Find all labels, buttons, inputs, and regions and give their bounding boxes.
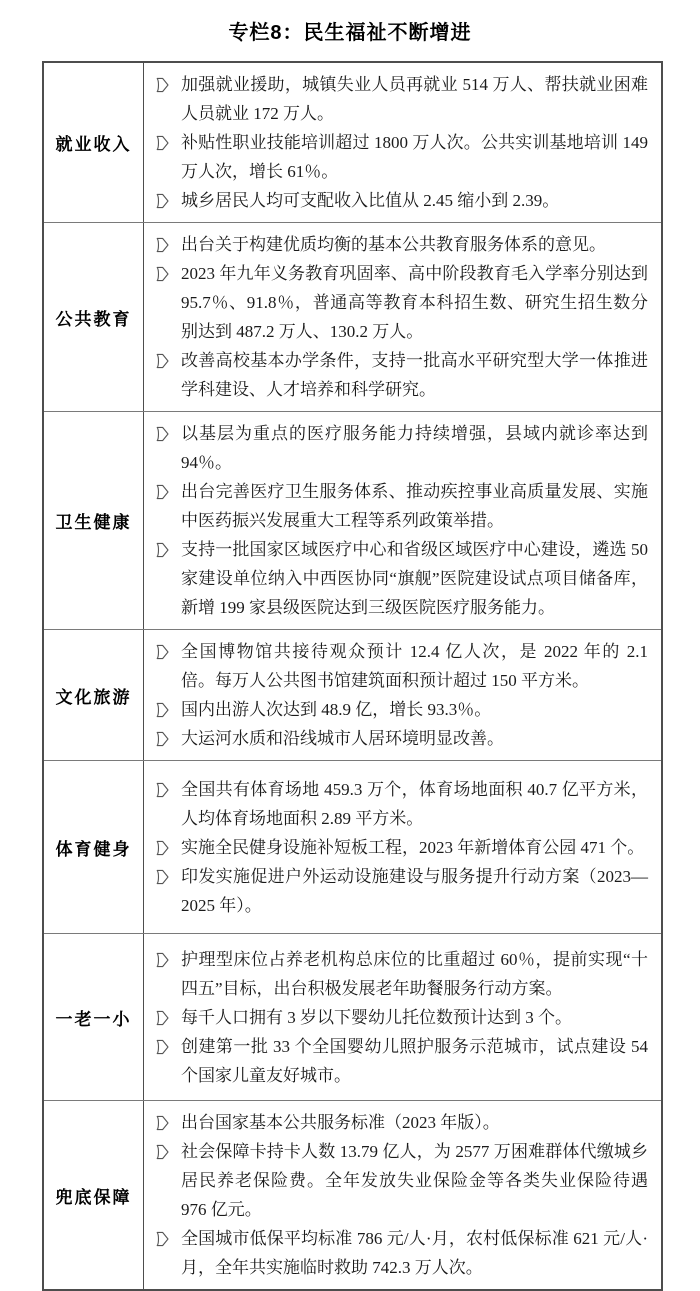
bullet-text: 出台完善医疗卫生服务体系、推动疾控事业高质量发展、实施中医药振兴发展重大工程等系列政策举措。 (181, 482, 648, 530)
bullet-text: 出台国家基本公共服务标准（2023 年版）。 (181, 1113, 500, 1132)
table-row (44, 412, 661, 630)
row-category-cell (44, 934, 144, 1100)
table-row (44, 223, 661, 412)
arrow-bullet-icon (155, 426, 169, 442)
row-category-cell (44, 223, 144, 411)
bullet-item (144, 186, 648, 215)
arrow-bullet-icon (155, 1039, 169, 1055)
table-row (44, 630, 661, 761)
row-category-cell (44, 63, 144, 222)
bullet-item (144, 128, 648, 186)
arrow-bullet-icon (155, 135, 169, 151)
bullet-text: 大运河水质和沿线城市人居环境明显改善。 (181, 729, 504, 748)
page-title: 专栏8：民生福祉不断增进 (228, 22, 472, 44)
arrow-bullet-icon (155, 77, 169, 93)
arrow-bullet-icon (155, 237, 169, 253)
bullet-text: 补贴性职业技能培训超过 1800 万人次。公共实训基地培训 149 万人次，增长 61％。 (181, 133, 648, 181)
row-content-cell (144, 630, 661, 760)
bullet-text: 创建第一批 33 个全国婴幼儿照护服务示范城市，试点建设 54 个国家儿童友好城市。 (181, 1036, 648, 1085)
arrow-bullet-icon (155, 869, 169, 885)
row-category-label: 卫生健康 (55, 513, 132, 532)
bullet-item (144, 945, 648, 1003)
bullet-text: 每千人口拥有 3 岁以下婴幼儿托位数预计达到 3 个。 (181, 1007, 572, 1027)
row-category-label: 就业收入 (55, 135, 132, 154)
bullet-item (144, 1137, 648, 1224)
bullet-text: 城乡居民人均可支配收入比值从 2.45 缩小到 2.39。 (181, 191, 560, 210)
row-content-cell (144, 412, 661, 629)
bullet-item (144, 1108, 648, 1137)
table-row (44, 934, 661, 1101)
row-category-cell (44, 412, 144, 629)
bullet-item (144, 230, 648, 259)
bullet-item (144, 775, 648, 833)
bullet-text: 国内出游人次达到 48.9 亿，增长 93.3％。 (181, 700, 492, 719)
bullet-item (144, 477, 648, 535)
bullet-text: 以基层为重点的医疗服务能力持续增强，县域内就诊率达到 94％。 (181, 424, 648, 472)
arrow-bullet-icon (155, 840, 169, 856)
arrow-bullet-icon (155, 1115, 169, 1131)
bullet-item (144, 1003, 648, 1032)
bullet-item (144, 1032, 648, 1090)
table-row (44, 761, 661, 934)
bullet-text: 全国城市低保平均标准 786 元/人·月，农村低保标准 621 元/人·月，全年共实施临时救助 742.3 万人次。 (181, 1229, 648, 1277)
bullet-item (144, 346, 648, 404)
bullet-text: 支持一批国家区域医疗中心和省级区域医疗中心建设，遴选 50 家建设单位纳入中西医协同“旗舰”医院建设试点项目储备库，新增 199 家县级医院达到三级医院医疗服务能力。 (181, 540, 648, 617)
bullet-item (144, 259, 648, 346)
bullet-item (144, 535, 648, 622)
bullet-text: 印发实施促进户外运动设施建设与服务提升行动方案（2023—2025 年）。 (181, 866, 648, 915)
bullet-item (144, 70, 648, 128)
bullet-text: 改善高校基本办学条件，支持一批高水平研究型大学一体推进学科建设、人才培养和科学研究。 (181, 351, 648, 399)
arrow-bullet-icon (155, 702, 169, 718)
arrow-bullet-icon (155, 1010, 169, 1026)
bullet-item (144, 637, 648, 695)
row-content-cell (144, 934, 661, 1100)
row-category-label: 一老一小 (55, 1009, 132, 1029)
bullet-text: 出台关于构建优质均衡的基本公共教育服务体系的意见。 (181, 235, 606, 254)
row-category-label: 公共教育 (55, 309, 132, 329)
arrow-bullet-icon (155, 542, 169, 558)
bullet-item (144, 724, 648, 753)
table-row (44, 1101, 661, 1289)
row-category-cell (44, 1101, 144, 1289)
bullet-item (144, 419, 648, 477)
row-content-cell (144, 1101, 661, 1289)
bullet-text: 2023 年九年义务教育巩固率、高中阶段教育毛入学率分别达到 95.7％、91.8％，普通高等教育本科招生数、研究生招生数分别达到 487.2 万人、130.2 万人。 (181, 264, 648, 341)
row-category-label: 兜底保障 (55, 1187, 132, 1207)
arrow-bullet-icon (155, 484, 169, 500)
arrow-bullet-icon (155, 952, 169, 968)
row-content-cell (144, 761, 661, 933)
arrow-bullet-icon (155, 193, 169, 209)
arrow-bullet-icon (155, 1231, 169, 1247)
bullet-text: 实施全民健身设施补短板工程，2023 年新增体育公园 471 个。 (181, 837, 645, 857)
bullet-text: 全国共有体育场地 459.3 万个，体育场地面积 40.7 亿平方米，人均体育场地面积 2.89 平方米。 (181, 779, 648, 828)
arrow-bullet-icon (155, 266, 169, 282)
row-category-cell (44, 630, 144, 760)
bullet-item (144, 695, 648, 724)
row-category-label: 文化旅游 (55, 687, 132, 707)
bullet-text: 加强就业援助，城镇失业人员再就业 514 万人、帮扶就业困难人员就业 172 万人。 (181, 75, 648, 123)
arrow-bullet-icon (155, 1144, 169, 1160)
row-content-cell (144, 223, 661, 411)
bullet-text: 全国博物馆共接待观众预计 12.4 亿人次，是 2022 年的 2.1 倍。每万人公共图书馆建筑面积预计超过 150 平方米。 (181, 642, 648, 690)
arrow-bullet-icon (155, 353, 169, 369)
bullet-item (144, 862, 648, 920)
bullet-item (144, 1224, 648, 1282)
arrow-bullet-icon (155, 782, 169, 798)
arrow-bullet-icon (155, 644, 169, 660)
bullet-text: 护理型床位占养老机构总床位的比重超过 60％，提前实现“十四五”目标，出台积极发展老年助餐服务行动方案。 (181, 949, 648, 998)
row-category-cell (44, 761, 144, 933)
table-row (44, 63, 661, 223)
bullet-text: 社会保障卡持卡人数 13.79 亿人，为 2577 万困难群体代缴城乡居民养老保险费。全年发放失业保险金等各类失业保险待遇 976 亿元。 (181, 1142, 648, 1219)
livelihood-table (42, 61, 663, 1291)
row-content-cell (144, 63, 661, 222)
arrow-bullet-icon (155, 731, 169, 747)
bullet-item (144, 833, 648, 862)
row-category-label: 体育健身 (55, 839, 132, 859)
